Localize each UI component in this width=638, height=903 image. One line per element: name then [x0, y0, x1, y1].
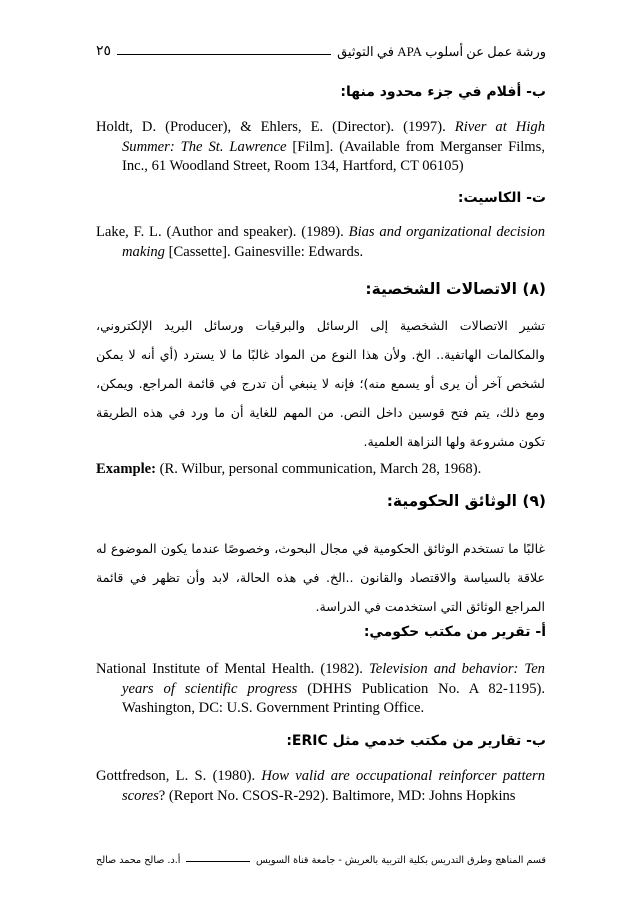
reference-holdt-authors: Holdt, D. (Producer), & Ehlers, E. (Director). (1997).: [96, 119, 455, 135]
heading-personal-communications: (٨) الاتصالات الشخصية:: [365, 280, 546, 298]
example-label: Example:: [96, 461, 156, 477]
example-text: (R. Wilbur, personal communication, March 28, 1968).: [156, 461, 482, 477]
reference-holdt-title: River at High Summer: The St. Lawrence: [122, 119, 545, 155]
reference-nimh-details: (DHHS Publication No. A 82-1195). Washington, DC: U.S. Government Printing Office.: [122, 680, 545, 716]
reference-nimh-author: National Institute of Mental Health. (1982).: [96, 661, 369, 677]
header-title: ورشة عمل عن أسلوب APA في التوثيق: [337, 44, 546, 59]
reference-nimh: [96, 660, 545, 719]
reference-gottfredson-title: How valid are occupational reinforcer pattern scores: [122, 768, 545, 804]
reference-lake-title: Bias and organizational decision making: [122, 224, 546, 260]
footer-author: أ.د. صالح محمد صالح: [96, 855, 181, 866]
example-citation: [96, 460, 545, 479]
reference-gottfredson-author: Gottfredson, L. S. (1980).: [96, 768, 262, 784]
page-footer: [96, 848, 546, 866]
reference-nimh-title: Television and behavior: Ten years of scientific progress: [122, 661, 545, 697]
header-rule: [117, 54, 331, 55]
reference-lake-authors: Lake, F. L. (Author and speaker). (1989).: [96, 224, 349, 240]
heading-eric-reports: ب- تقارير من مكتب خدمي مثل ERIC:: [286, 733, 546, 749]
heading-films: ب- أفلام في جزء محدود منها:: [340, 84, 546, 100]
page-number: ٢٥: [96, 44, 112, 59]
footer-rule: [186, 861, 250, 862]
reference-gottfredson-details: ? (Report No. CSOS-R-292). Baltimore, MD: Johns Hopkins: [158, 787, 516, 804]
reference-gottfredson: [96, 767, 545, 806]
paragraph-government-documents: غالبًا ما تستخدم الوثائق الحكومية في مجال البحوث، وخصوصًا عندما يكون الموضوع له علاقة بالسياسة والاقتصاد والقانون ..الخ. في هذه الحالة، لابد وأن تظهر في قائمة المراجع الوثائق التي استخدمت في الدراسة.: [96, 541, 545, 614]
reference-lake-details: [Cassette]. Gainesville: Edwards.: [164, 243, 364, 260]
heading-government-documents: (٩) الوثائق الحكومية:: [386, 492, 546, 510]
reference-holdt-details: [Film]. (Available from Merganser Films, Inc., 61 Woodland Street, Room 134, Hartford, CT 06105): [122, 138, 545, 174]
heading-cassette: ت- الكاسيت:: [457, 190, 546, 206]
heading-government-report: أ- تقرير من مكتب حكومي:: [363, 624, 546, 640]
page-header: [96, 40, 546, 60]
footer-affiliation: قسم المناهج وطرق التدريس بكلية التربية بالعريش - جامعة قناة السويس: [256, 855, 546, 866]
reference-holdt: [96, 118, 545, 177]
paragraph-personal-communications: تشير الاتصالات الشخصية إلى الرسائل والبرقيات ورسائل البريد الإلكتروني، والمكالمات الهاتفية.. الخ. ولأن هذا النوع من المواد غالبًا ما لا يسترد (أي أنه لا يمكن لشخص آخر أن يرى أو يسمع منه)؛ فإنه لا ينبغي أن تدرج في قائمة المراجع. ويمكن، ومع ذلك، يتم فتح قوسين داخل النص. من المهم للغاية أن ما ورد في هذه الطريقة تكون مشروعة ولها النزاهة العلمية.: [96, 318, 545, 449]
reference-lake: [96, 223, 545, 262]
